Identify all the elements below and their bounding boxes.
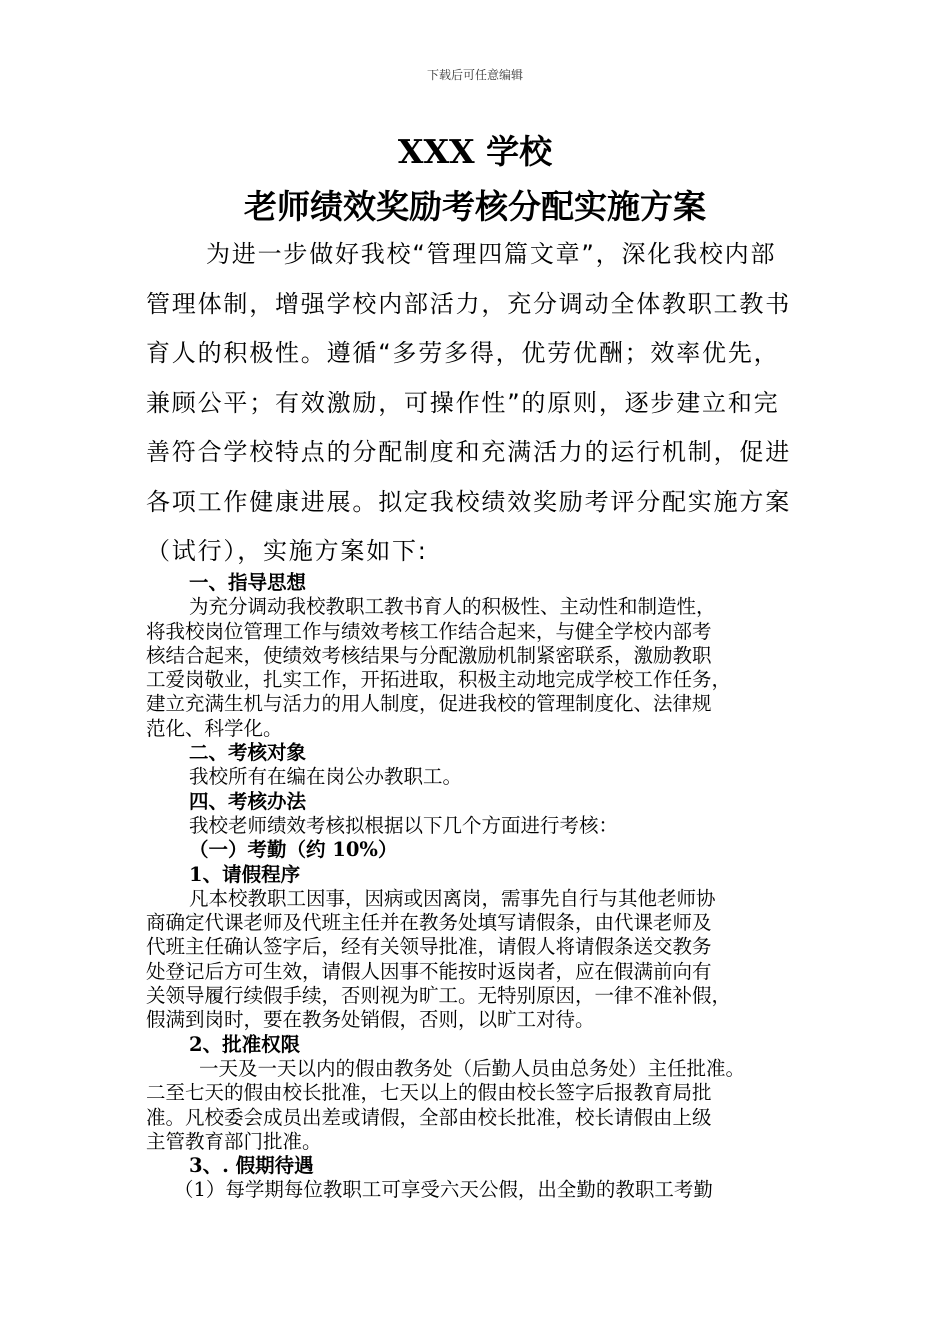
header-note: 下载后可任意编辑 — [426, 68, 523, 82]
section-heading-guiding-thought: 一、指导思想 — [189, 571, 307, 594]
intro-line: （试行），实施方案如下: — [146, 537, 428, 565]
section-heading-assessment-method: 四、考核办法 — [189, 789, 307, 813]
intro-line: 管理体制，增强学校内部活力，充分调动全体教职工教书 — [146, 289, 791, 318]
body-line: 主管教育部门批准。 — [146, 1129, 322, 1153]
document-body — [146, 571, 826, 1203]
body-line: 二至七天的假由校长批准，七天以上的假由校长签字后报教育局批 — [146, 1081, 712, 1105]
item-heading-leave-benefits: 3、. 假期待遇 — [189, 1154, 314, 1178]
intro-line: 育人的积极性。遵循“多劳多得，优劳优酬；效率优先， — [146, 339, 780, 367]
body-line: 将我校岗位管理工作与绩效考核工作结合起来，与健全学校内部考 — [146, 619, 712, 643]
body-line: 代班主任确认签字后，经有关领导批准，请假人将请假条送交教务 — [146, 935, 712, 959]
body-line: 我校所有在编在岗公办教职工。 — [189, 765, 463, 789]
body-line: 假满到岗时，要在教务处销假，否则，以旷工对待。 — [146, 1008, 595, 1032]
body-line: 核结合起来，使绩效考核结果与分配激励机制紧密联系，激励教职 — [146, 643, 712, 667]
body-line: 工爱岗敬业，扎实工作，开拓进取，积极主动地完成学校工作任务， — [146, 668, 732, 692]
item-heading-approval-authority: 2、批准权限 — [189, 1032, 301, 1056]
body-line: 我校老师绩效考核拟根据以下几个方面进行考核： — [189, 813, 619, 837]
document-title-school: XXX 学校 — [397, 132, 553, 171]
body-line: 准。凡校委会成员出差或请假，全部由校长批准，校长请假由上级 — [146, 1105, 712, 1129]
body-line: 处登记后方可生效，请假人因事不能按时返岗者，应在假满前向有 — [146, 959, 712, 983]
intro-line: 为进一步做好我校“管理四篇文章”，深化我校内部 — [206, 240, 777, 268]
section-heading-assessment-target: 二、考核对象 — [189, 741, 307, 765]
body-line: 建立充满生机与活力的用人制度，促进我校的管理制度化、法律规 — [146, 692, 712, 716]
document-title-plan: 老师绩效奖励考核分配实施方案 — [244, 187, 706, 226]
intro-paragraph — [146, 230, 816, 577]
body-line: 商确定代课老师及代班主任并在教务处填写请假条，由代课老师及 — [146, 911, 712, 935]
intro-line: 兼顾公平；有效激励，可操作性”的原则，逐步建立和完 — [146, 388, 780, 417]
body-line: （1）每学期每位教职工可享受六天公假，出全勤的教职工考勤 — [174, 1178, 713, 1202]
intro-line: 各项工作健康进展。拟定我校绩效奖励考评分配实施方案 — [146, 487, 791, 516]
subsection-heading-attendance: （一）考勤（约 10%） — [189, 838, 398, 862]
body-line: 为充分调动我校教职工教书育人的积极性、主动性和制造性， — [189, 595, 716, 619]
body-line: 一天及一天以内的假由教务处（后勤人员由总务处）主任批准。 — [199, 1056, 746, 1080]
body-line: 范化、科学化。 — [146, 716, 283, 740]
body-line: 关领导履行续假手续，否则视为旷工。无特别原因，一律不准补假， — [146, 984, 732, 1008]
item-heading-leave-procedure: 1、请假程序 — [189, 862, 301, 886]
body-line: 凡本校教职工因事，因病或因离岗，需事先自行与其他老师协 — [189, 886, 716, 910]
intro-line: 善符合学校特点的分配制度和充满活力的运行机制，促进 — [146, 438, 791, 466]
